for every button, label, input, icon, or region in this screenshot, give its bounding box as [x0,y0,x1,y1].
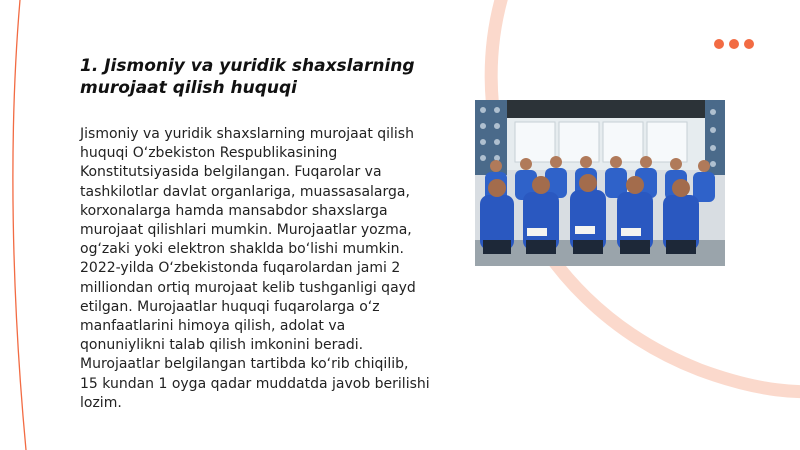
dot [744,39,754,49]
audience-photo-icon [475,100,725,266]
dot [714,39,724,49]
slide-title: 1. Jismoniy va yuridik shaxslarning murojaat qilish huquqi [80,56,415,98]
left-arc [13,0,26,450]
slide-body-text: Jismoniy va yuridik shaxslarning murojaat qilish huquqi O‘zbekiston Respublikasining Konstitutsiyasida belgilangan. Fuqarolar va tashkilotlar davlat organlariga, muassasalarga, korxonalarga hamda mansabdor shaxslarga murojaat qilishlari mumkin. Murojaatlar yozma, og‘zaki yoki elektron shaklda bo‘lishi mumkin. 2022-yilda O‘zbekistonda fuqarolardan jami 2 milliondan ortiq murojaat kelib tushganligi qayd etilgan. Murojaatlar huquqi fuqarolarga o‘z manfaatlarini himoya qilish, adolat va qonuniylikni talab qilish imkonini beradi. Murojaatlar belgilangan tartibda ko‘rib chiqilib, 15 kundan 1 oyga qadar muddatda javob berilishi lozim. [80,126,430,411]
dot [729,39,739,49]
dots-menu-icon [714,39,754,49]
audience-photo [475,100,725,266]
